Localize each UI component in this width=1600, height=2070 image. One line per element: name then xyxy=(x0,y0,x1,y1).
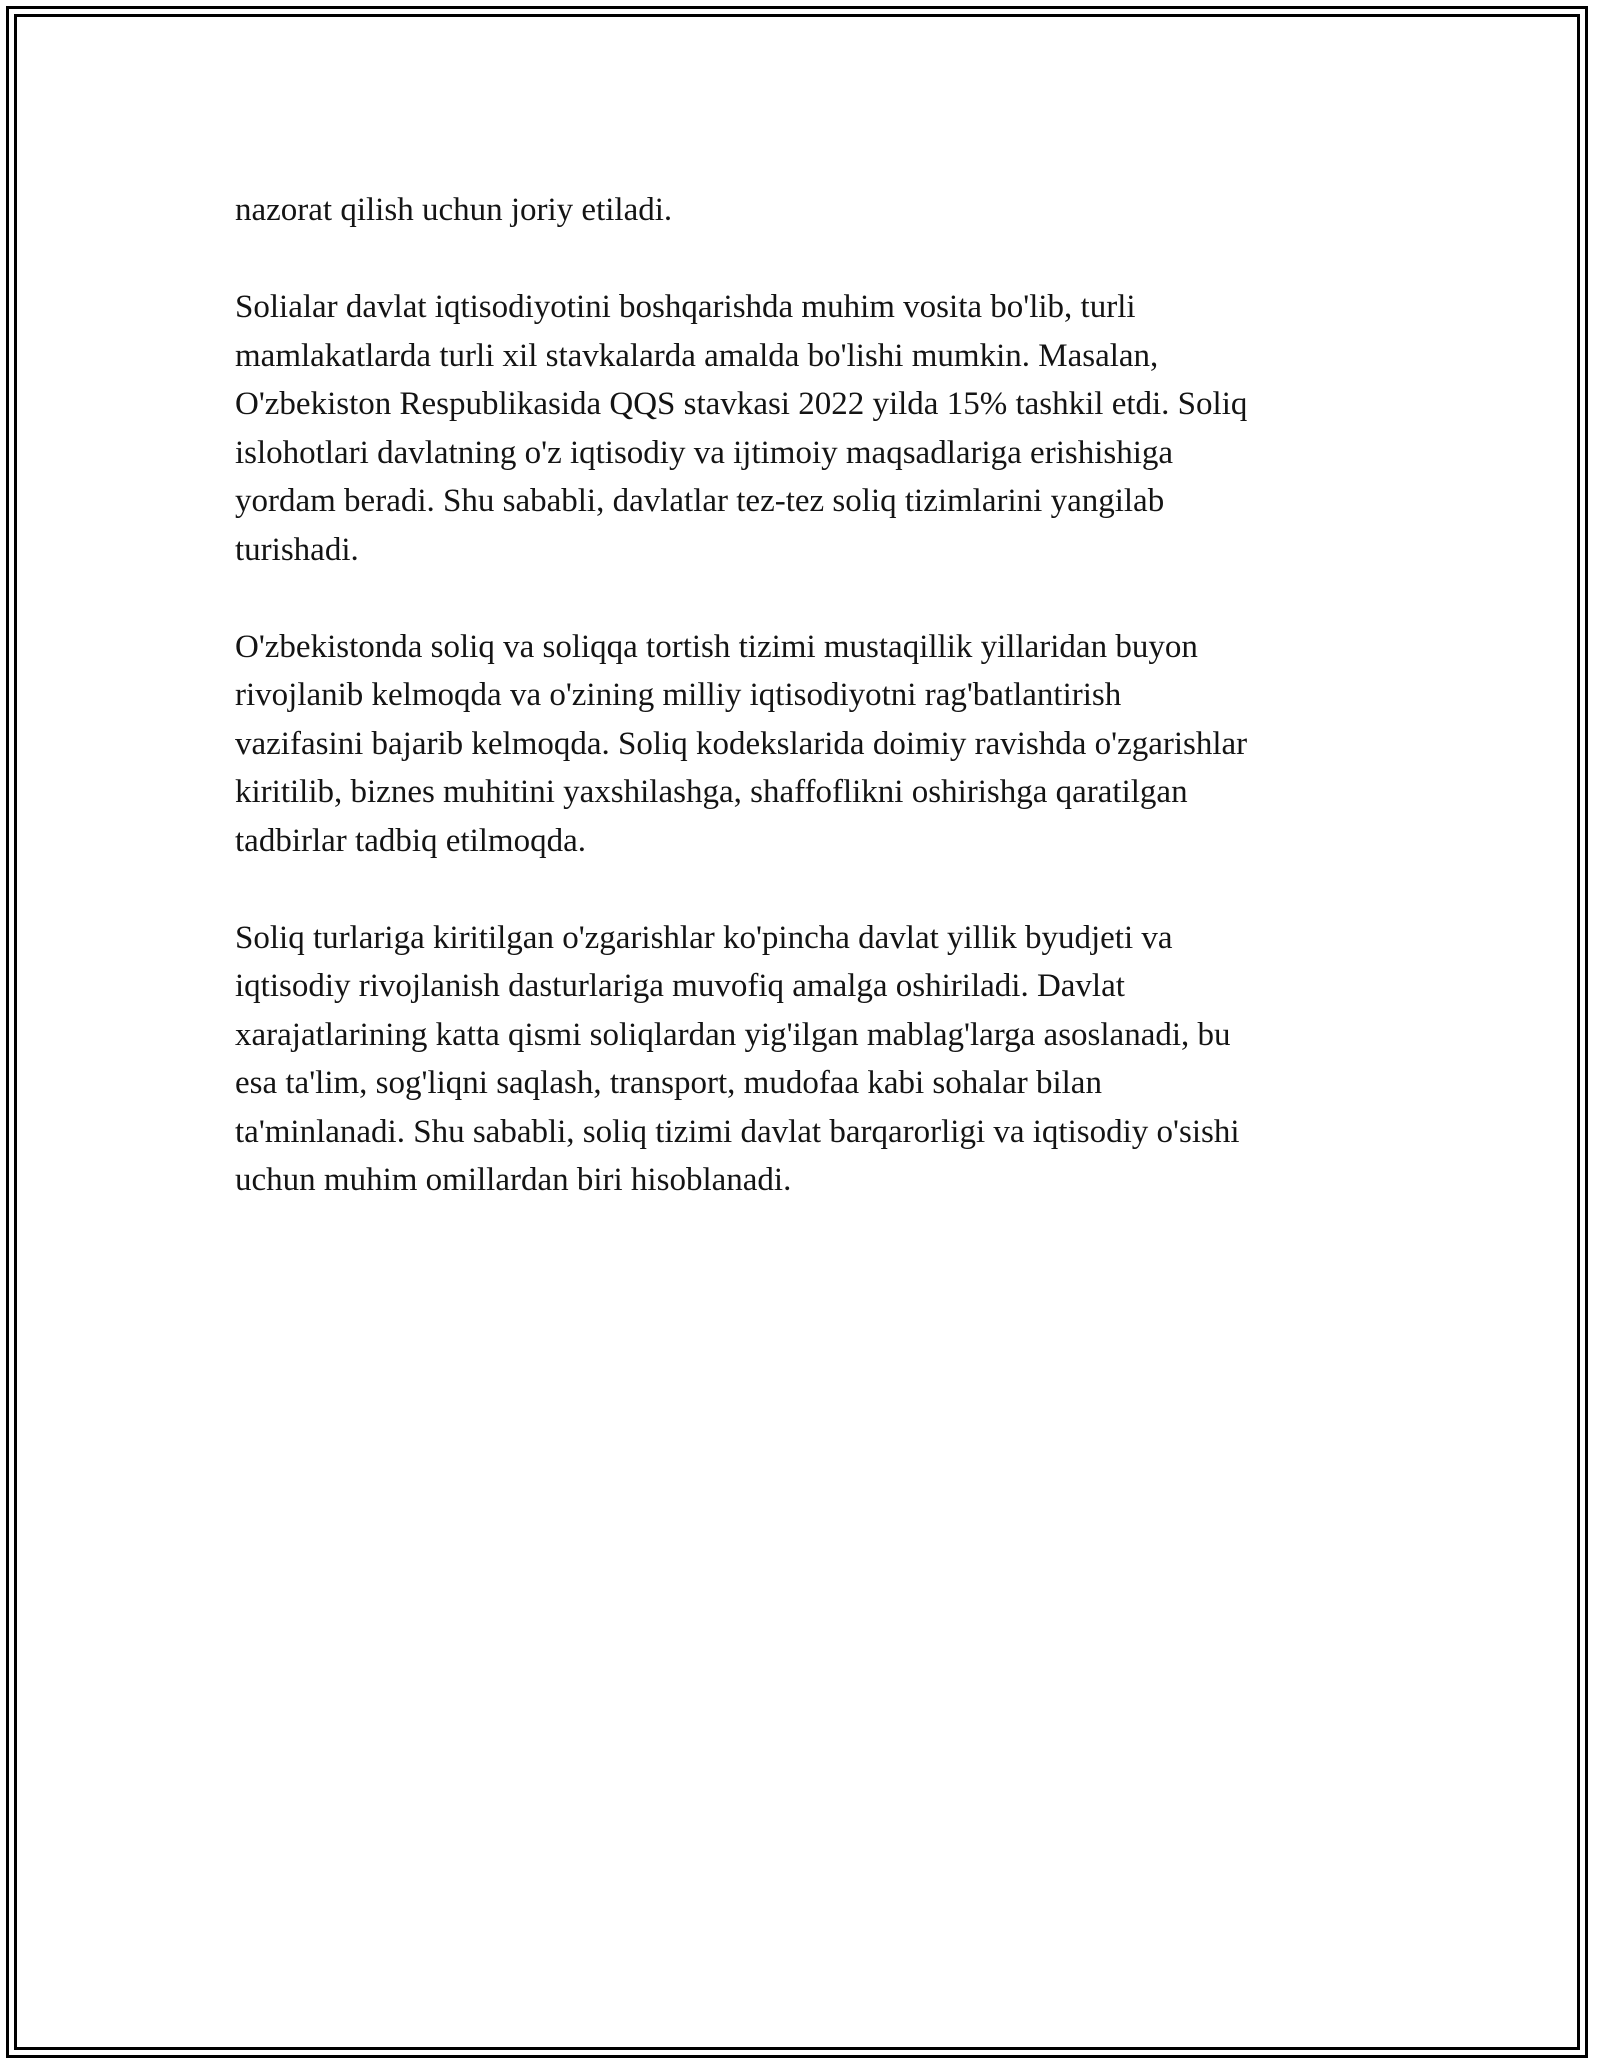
paragraph-1 xyxy=(235,186,1365,235)
text-line: iqtisodiy rivojlanish dasturlariga muvofiq amalga oshiriladi. Davlat xyxy=(235,968,1125,1004)
text-line: tadbirlar tadbiq etilmoqda. xyxy=(235,822,586,859)
text-line: Solialar davlat iqtisodiyotini boshqarishda muhim vosita bo'lib, turli xyxy=(235,289,1136,325)
text-line: turishadi. xyxy=(235,531,359,568)
text-line: xarajatlarining katta qismi soliqlardan yig'ilgan mablag'larga asoslanadi, bu xyxy=(235,1016,1231,1053)
text-line: O'zbekistonda soliq va soliqqa tortish tizimi mustaqillik yillaridan buyon xyxy=(235,628,1198,665)
text-line: Soliq turlariga kiritilgan o'zgarishlar ko'pincha davlat yillik byudjeti va xyxy=(235,919,1173,956)
text-line: ta'minlanadi. Shu sababli, soliq tizimi davlat barqarorligi va iqtisodiy o'sishi xyxy=(235,1113,1240,1150)
text-line: uchun muhim omillardan biri hisoblanadi. xyxy=(235,1162,792,1198)
document-body xyxy=(235,186,1365,1253)
text-line: esa ta'lim, sog'liqni saqlash, transport, mudofaa kabi sohalar bilan xyxy=(235,1065,1102,1101)
text-line: yordam beradi. Shu sababli, davlatlar tez-tez soliq tizimlarini yangilab xyxy=(235,483,1165,519)
paragraph-4 xyxy=(235,914,1365,1205)
paragraph-3 xyxy=(235,623,1365,866)
text-line: O'zbekiston Respublikasida QQS stavkasi 2022 yilda 15% tashkil etdi. Soliq xyxy=(235,386,1248,422)
text-line: kiritilib, biznes muhitini yaxshilashga, shaffoflikni oshirishga qaratilgan xyxy=(235,774,1188,810)
paragraph-2 xyxy=(235,283,1365,574)
text-line: islohotlari davlatning o'z iqtisodiy va ijtimoiy maqsadlariga erishishiga xyxy=(235,434,1174,471)
text-line: mamlakatlarda turli xil stavkalarda amalda bo'lishi mumkin. Masalan, xyxy=(235,337,1159,374)
text-line: nazorat qilish uchun joriy etiladi. xyxy=(235,192,673,228)
text-line: rivojlanib kelmoqda va o'zining milliy iqtisodiyotni rag'batlantirish xyxy=(235,677,1122,713)
text-line: vazifasini bajarib kelmoqda. Soliq kodekslarida doimiy ravishda o'zgarishlar xyxy=(235,725,1248,762)
